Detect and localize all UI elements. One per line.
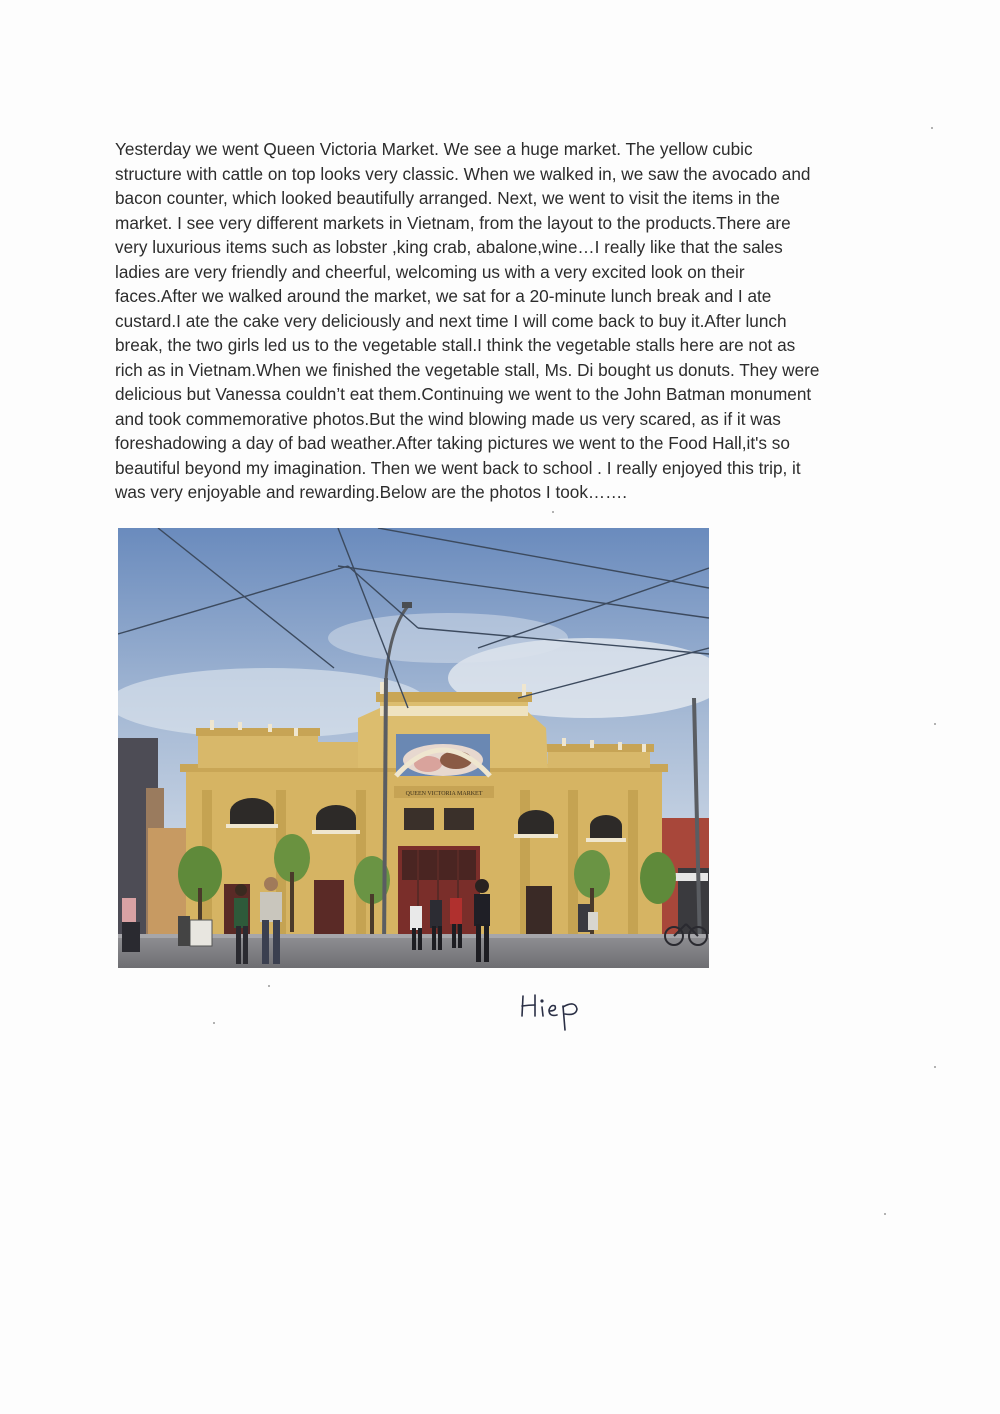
street-light bbox=[384, 678, 386, 948]
scan-speck bbox=[934, 1066, 936, 1068]
essay-line: structure with cattle on top looks very classic. When we walked in, we saw the avocado and bbox=[115, 163, 811, 184]
scan-speck bbox=[552, 511, 554, 513]
essay-line: faces.After we walked around the market, we sat for a 20-minute lunch break and I ate bbox=[115, 286, 772, 306]
handwritten-signature bbox=[519, 986, 609, 1034]
market-photo bbox=[118, 528, 709, 968]
scan-speck bbox=[931, 127, 933, 129]
essay-line: was very enjoyable and rewarding.Below are the photos I took……. bbox=[115, 482, 628, 502]
essay-line: break, the two girls led us to the vegetable stall.I think the vegetable stalls here are not as bbox=[115, 335, 796, 355]
essay-line: foreshadowing a day of bad weather.After taking pictures we went to the Food Hall,it's so bbox=[115, 433, 790, 453]
essay-line: rich as in Vietnam.When we finished the vegetable stall, Ms. Di bought us donuts. They were bbox=[115, 359, 820, 380]
essay-line: Yesterday we went Queen Victoria Market. We see a huge market. The yellow cubic bbox=[115, 139, 753, 159]
essay-line: delicious but Vanessa couldn’t eat them.Continuing we went to the John Batman monument bbox=[115, 384, 812, 404]
scan-speck bbox=[884, 1213, 886, 1215]
essay-line: bacon counter, which looked beautifully arranged. Next, we went to visit the items in the bbox=[115, 188, 780, 208]
essay-line: market. I see very different markets in Vietnam, from the layout to the products.There are bbox=[115, 212, 791, 233]
essay-line: very luxurious items such as lobster ,king crab, abalone,wine…I really like that the sales bbox=[115, 237, 783, 257]
tree bbox=[640, 852, 676, 904]
essay-line: and took commemorative photos.But the wind blowing made us very scared, as if it was bbox=[115, 408, 781, 429]
essay-text bbox=[115, 137, 895, 505]
essay-line: ladies are very friendly and cheerful, welcoming us with a very excited look on their bbox=[115, 261, 745, 282]
scan-speck bbox=[934, 723, 936, 725]
scan-speck bbox=[213, 1022, 215, 1024]
essay-line: beautiful beyond my imagination. Then we went back to school . I really enjoyed this trip, it bbox=[115, 457, 801, 478]
scan-speck bbox=[268, 985, 270, 987]
facade-sign: QUEEN VICTORIA MARKET bbox=[405, 791, 483, 797]
essay-line: custard.I ate the cake very deliciously and next time I will come back to buy it.After lunch bbox=[115, 310, 787, 331]
